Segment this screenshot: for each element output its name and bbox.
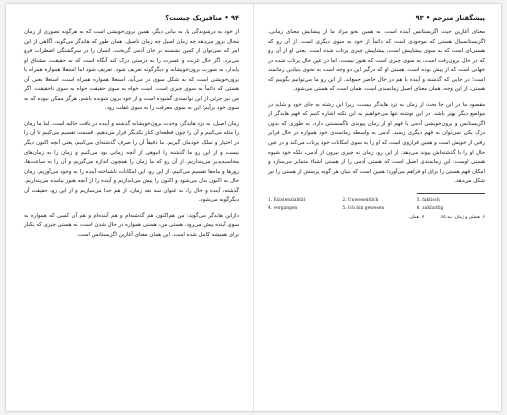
footnote: 3. faktisch [416, 197, 440, 203]
footnote: 2. Unwesentlich [342, 197, 379, 203]
left-page-body [24, 28, 239, 240]
left-page [6, 4, 253, 411]
footnote: 4. vergangen [268, 206, 298, 212]
left-page-title: ۹۴ • متافیزیک چیست؟ [165, 13, 239, 22]
right-page-header [268, 12, 485, 23]
footnotes [268, 198, 485, 213]
source-note: ۷. همان. [408, 214, 425, 220]
footnote: 1. Existenzialität [268, 197, 306, 203]
source-notes [268, 215, 485, 222]
right-paragraph-2: مقصود ما در این جا بحث از زمان به نزد هایدگر نیست، زیرا این رشته به جای خود و شاید در مواضع دیگر بهتر باشد. در این نوشته تنها می‌خواهیم به این نکته اشاره کنیم که فهم هایدگر از اگزیستانس و برون‌خویشی آدمی با فهم او از زمان پیوندی ناگسستنی دارد، به طوری که بدون درک یکی نمی‌توان به فهم دیگری رسید. آدمی به واسطه زمانمندی خود همواره در حال فراتر رفتن از خویش است و همین فراروی است که او را به سوی امکانات خود پرتاب می‌کند و در عین حال او را با گذشته‌اش پیوند می‌دهد. از این رو، زمان نه چیزی بیرون از آدمی، بلکه خود شیوه هستی اوست. این زمانمندی اصیل است که هستی آدمی را از هستی اشیاء متمایز می‌سازد و امکان فهم هستی را برای او فراهم می‌آورد؛ همین است که بنیان هر گونه پرسش از هستی را نیز شکل می‌دهد. [268, 101, 485, 185]
right-page-title-text: پیشگفتار مترجم [432, 13, 485, 22]
right-page-number: ۹۳ [415, 13, 424, 22]
left-page-number: ۹۴ [230, 13, 239, 22]
left-page-header [24, 12, 239, 23]
left-paragraph-2: زمان اصیل، به نزد هایدگر، وحدت برون‌خویشانه گذشته و آینده در یافت حالیه است. اما ما زمان را مثله می‌کنیم و آن را چون قطعه‌ای کنار یکدیگر قرار می‌دهیم. قسمت تقسیم می‌کنیم تا آن را در اختیار و تملک خودمان گیریم. ما دقیقاً آن را صرف گذشته‌ای می‌کنیم، یعنی آنچه اکنون دیگر نیست و از این رو ما گذشته را انبوهی از آنچه زمانی بود می‌کنیم و زمان را به زمان‌های محاسبه‌پذیر می‌پنداریم. از آن رو که ما زمان را همچون اندازه می‌گیریم و آن را به ساعت‌ها، روزها و ماه‌ها تقسیم می‌کنیم، از این رو، این امکانات ناشناخته آینده را به وجود می‌آوریم. زمان حال به اکنون بدل می‌شود و اکنون را پیش می‌اندازیم و آینده را از آنچه هنوز نیامده می‌پنداریم. گذشته، آینده و حال را، به عنوان سه بعد زمان، از هم جدا می‌سازیم و از این رو، حقیقت آن دیگرگونه می‌شود. [24, 120, 239, 204]
source-note: ۶. هستی و زمان، بند ۶۵. [439, 214, 485, 220]
footnote-divider [417, 193, 485, 194]
footnote: 5. Ich bin gewesen [342, 206, 385, 212]
right-page [254, 4, 501, 411]
left-paragraph-3: دازاین هایدگر می‌گوید: من هم‌اکنون هم گذشته‌ام و هم آینده‌ام و هم آن کسی که همواره به سوی آینده پیش می‌رود. هستی من، هستی همواره در حال شدن است، نه هستی چیزی که یکبار برای همیشه کامل شده است. این همان معنای آغازین اگزیستانس است. [24, 212, 239, 238]
right-page-title: پیشگفتار مترجم • ۹۳ [415, 13, 485, 22]
left-paragraph-1: از خود به درشوندگی یا، به بیانی دیگر، همین برون‌خویشی است که به هرگونه تصوری از زمان مجال بروز می‌دهد چه زمان اصیل چه زمان ناصیل. همان طور که هایدگر می‌گوید، آگاهی از این امر که نمی‌توان از کمین نشسته بر جان آدمی گریخت، انسان را در سرگشتگی اضطراب فرو می‌برد. اگر حال غربت و عسرت را به درستی درک کند آنگاه است که به حقیقت، مشتاق او پایدار، به صورت برون‌خویشانه و دیگرگونه تعریف شود. تعریف شود اما استعلا همواره همراه با برون‌خویشی است که به شکل سوی در می‌آید. استعلا همواره همراه است، استعلا یعنی آن هستی که دائماً به سوی چیزی است. است خواه به سوی حقیقت خواه به سوی ناحقیقت. اگر من نیز جزئی از این توانمندی گشوده است و از خود برون شونده باشم، هرگز ممکن نبوده که به سوی خود برآیم؛ این به سوی معرفت را به سوی غفلت رود. [24, 29, 239, 112]
right-page-body [268, 28, 485, 187]
right-paragraph-1: معنای آغازین حیث اگزیستانس آینده است. به همین نحو مراد ما از پیشایش معنای زمانی، اگزیستانسیال هستی که موجودی است که دائماً از خود به سوی دیگری است. از آن رو که هستی‌ای است که به سوی پیشاپیش است، پیشاپیش چیزی پرتاب شده است. یعنی او از آن رو که در حال برون‌رفت است، به سوی چیزی است که هنوز نیست، اما در عین حال پرتاب شده در جهانی است که از پیش بوده است. هستی او که درگیر این دو وجه است به نحوی بنیادین زمانمند است؛ در جایی که گذشته و آینده با هم در حال حاضر جمع‌اند. از این رو ما می‌توانیم بگوییم که هستی، از این وجه، همان معنای اصیل زمانمندی است. همان است که هستی می‌شود. [268, 29, 485, 93]
footnote: 6. zukünftig [416, 206, 444, 212]
book-spread [6, 4, 501, 411]
left-page-title-text: متافیزیک چیست؟ [165, 13, 223, 22]
